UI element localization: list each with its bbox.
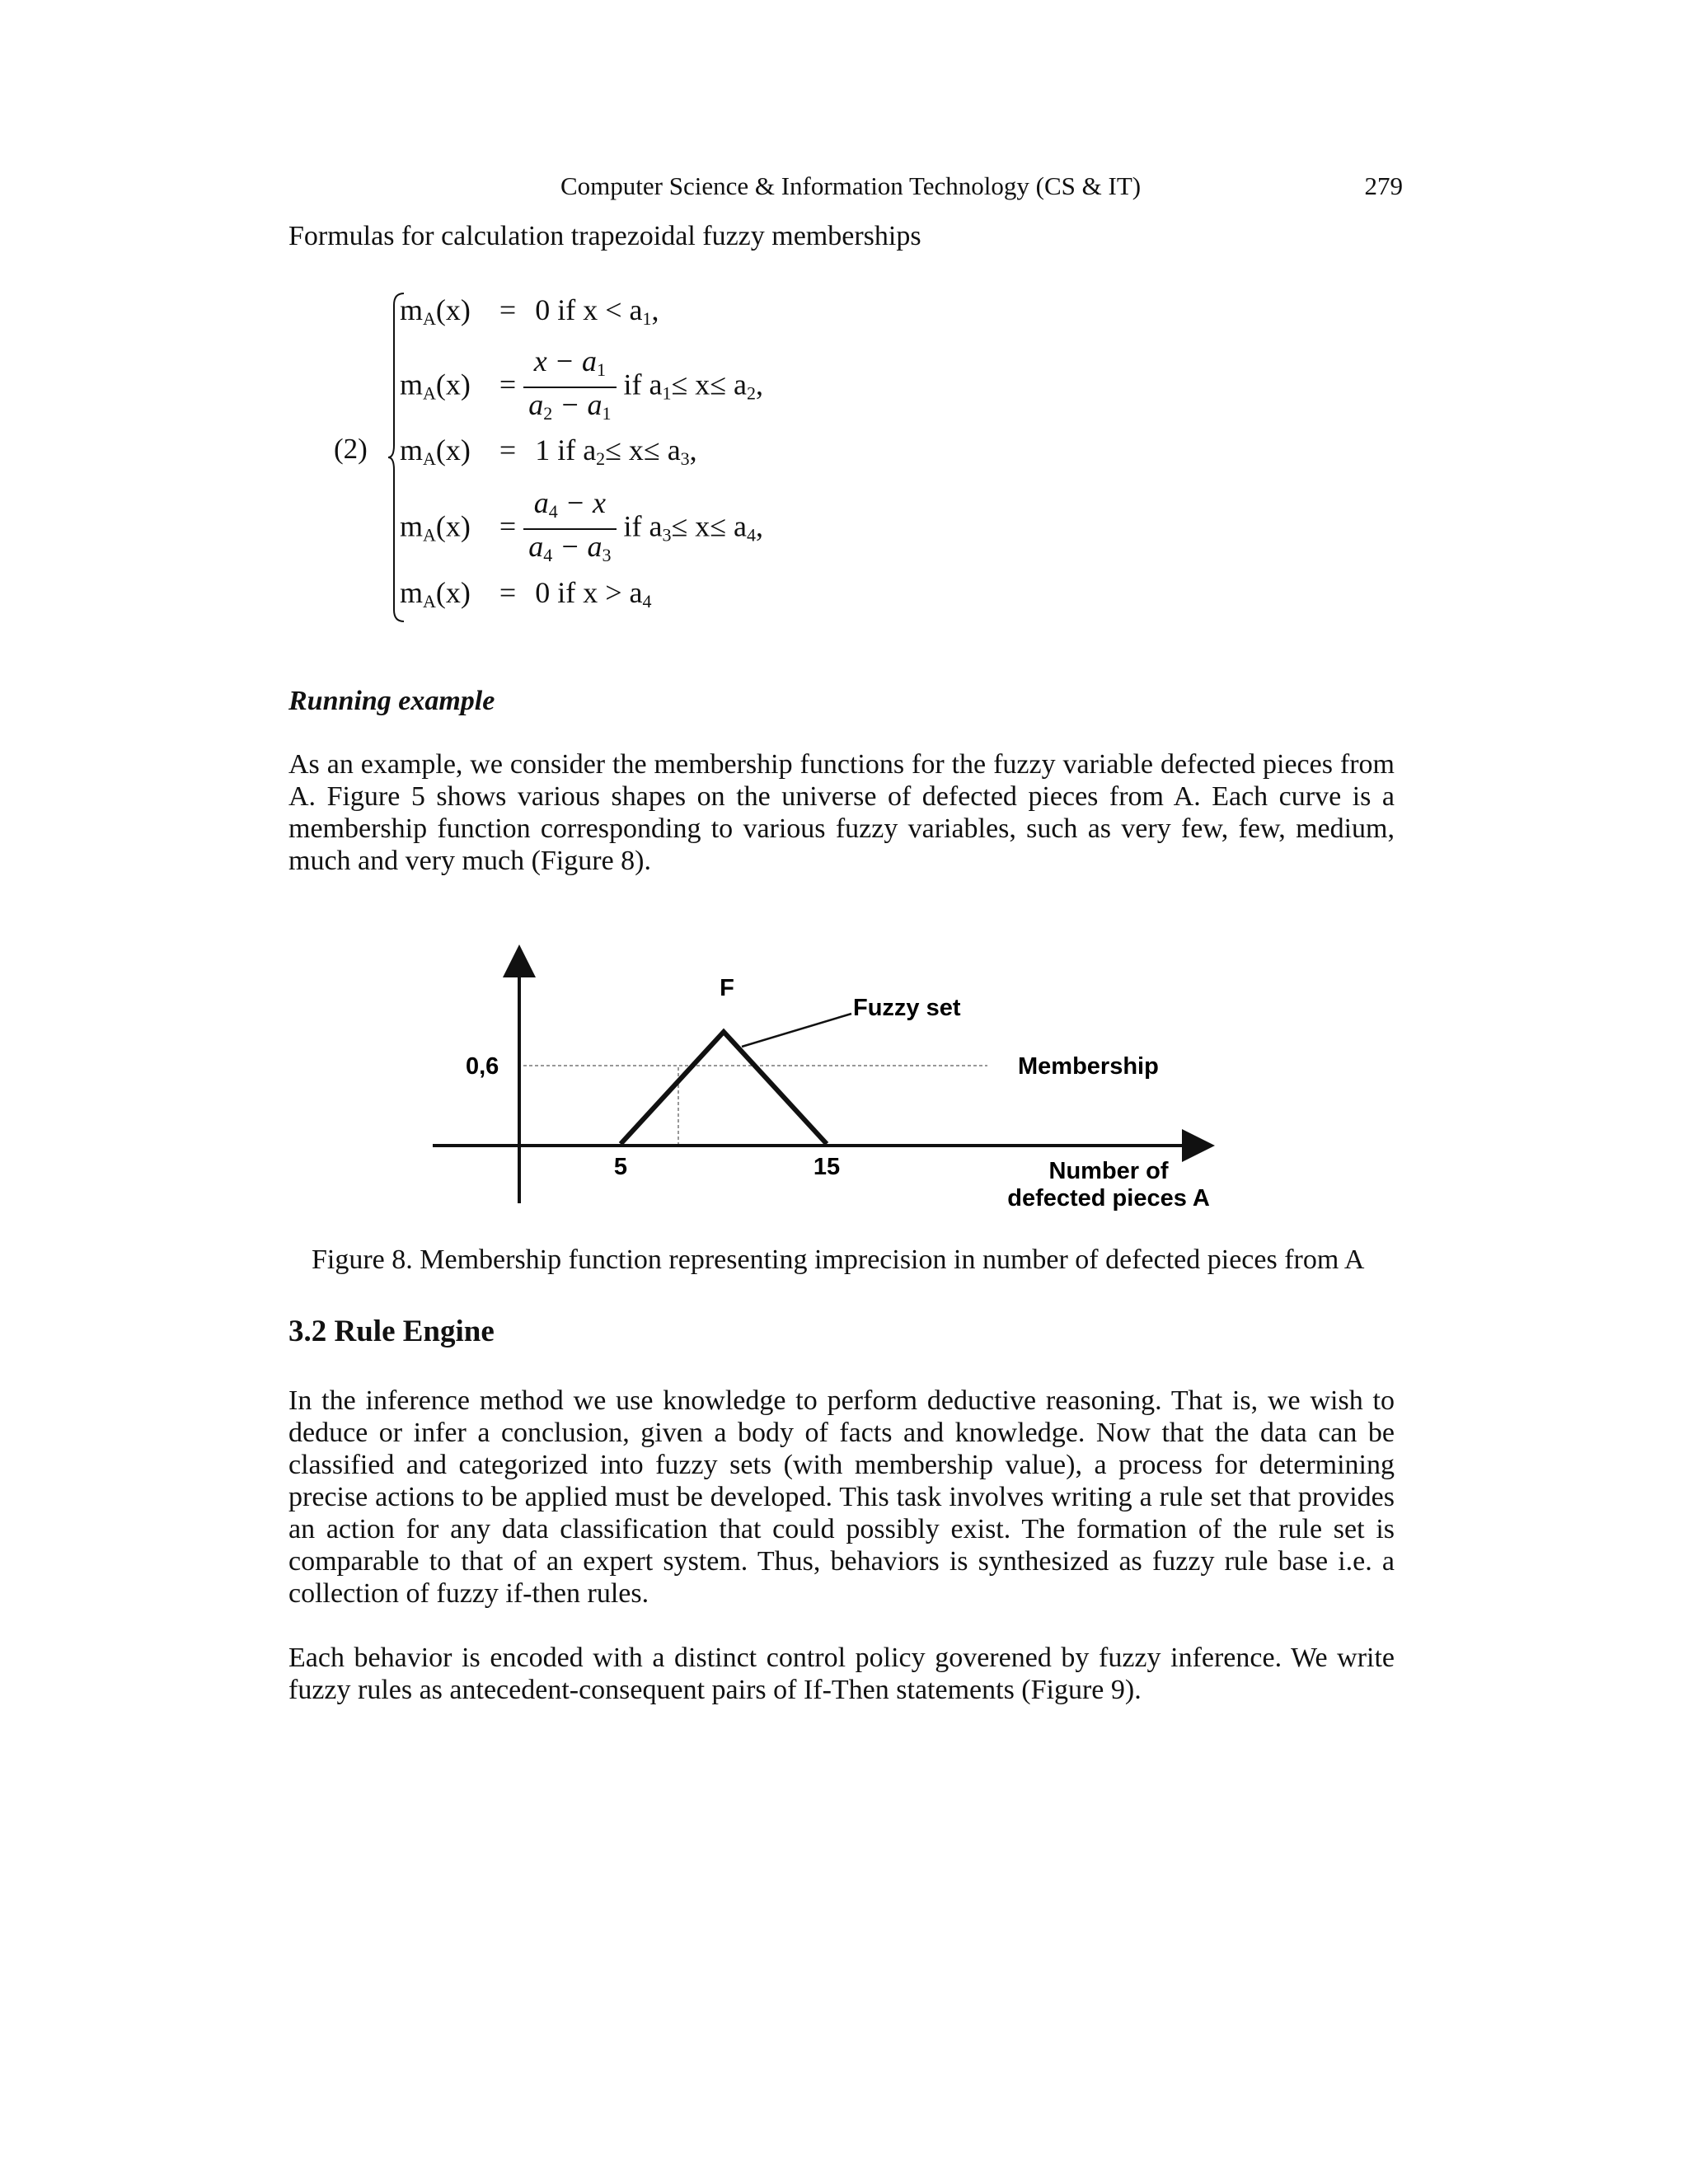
fuzzy-set-label: Fuzzy set	[853, 995, 961, 1021]
x-tick-label: 5	[613, 1154, 628, 1180]
equation-row-4: $m_A(x)$ = $\frac{a_4 - x}{a_4 - a_3}$ if $a_3\le x\le a_4$,	[400, 486, 763, 572]
x-axis-label-line1: Number of	[1048, 1158, 1169, 1184]
peak-label: F	[720, 975, 734, 1001]
running-example-paragraph: As an example, we consider the membership functions for the fuzzy variable defected pieces from A. Figure 5 shows various shapes on the universe of defected pieces from A. Each curve is a membership function corresponding to various fuzzy variables, such as very few, few, medium, much and very much (Figure 8).	[288, 749, 1395, 876]
fraction-row-4: $\frac{a_4 - x}{a_4 - a_3}$	[523, 486, 616, 572]
fraction-row-2: $\frac{x - a_1}{a_2 - a_1}$	[523, 344, 616, 430]
equation-row-1: $m_A(x) = 0$ if $x < a_1$,	[400, 293, 659, 329]
equation-label: (2)	[334, 433, 368, 465]
membership-function-figure	[420, 931, 1286, 1228]
y-tick-label: 0,6	[466, 1053, 499, 1080]
running-header	[288, 171, 1403, 204]
section-paragraph-1: In the inference method we use knowledge to perform deductive reasoning. That is, we wish to deduce or infer a conclusion, given a body of facts and knowledge. Now that the data can be classified and categorized into fuzzy sets (with membership value), a process for determining precise actions to be applied must be developed. This task involves writing a rule set that provides an action for any data classification that could possibly exist. The formation of the rule set is comparable to that of an expert system. Thus, behaviors is synthesized as fuzzy rule base i.e. a collection of fuzzy if-then rules.	[288, 1385, 1395, 1609]
fuzzy-set-leader-line	[742, 1014, 851, 1047]
equation-row-5: $m_A(x) = 0$ if $x > a_4$	[400, 576, 652, 612]
equation-row-3: $m_A(x) = 1$ if $a_2\le x\le a_3$,	[400, 434, 697, 469]
equation-row-2: $m_A(x)$ = $\frac{x - a_1}{a_2 - a_1}$ if $a_1\le x\le a_2$,	[400, 344, 763, 430]
intro-line: Formulas for calculation trapezoidal fuzzy memberships	[288, 221, 921, 251]
section-title: 3.2 Rule Engine	[288, 1315, 495, 1348]
running-example-heading: Running example	[288, 686, 495, 716]
membership-label: Membership	[1018, 1053, 1159, 1080]
x-tick-label: 15	[813, 1154, 841, 1180]
section-paragraph-2: Each behavior is encoded with a distinct control policy goverened by fuzzy inference. We write fuzzy rules as antecedent-consequent pairs of If-Then statements (Figure 9).	[288, 1643, 1395, 1705]
x-axis-label-line2: defected pieces A	[1007, 1185, 1210, 1212]
page-number: 279	[1364, 171, 1403, 200]
figure-caption: Figure 8. Membership function representing imprecision in number of defected pieces from A	[312, 1244, 1365, 1275]
fuzzy-set-triangle	[621, 1032, 827, 1144]
journal-title: Computer Science & Information Technology (CS & IT)	[560, 171, 1142, 200]
